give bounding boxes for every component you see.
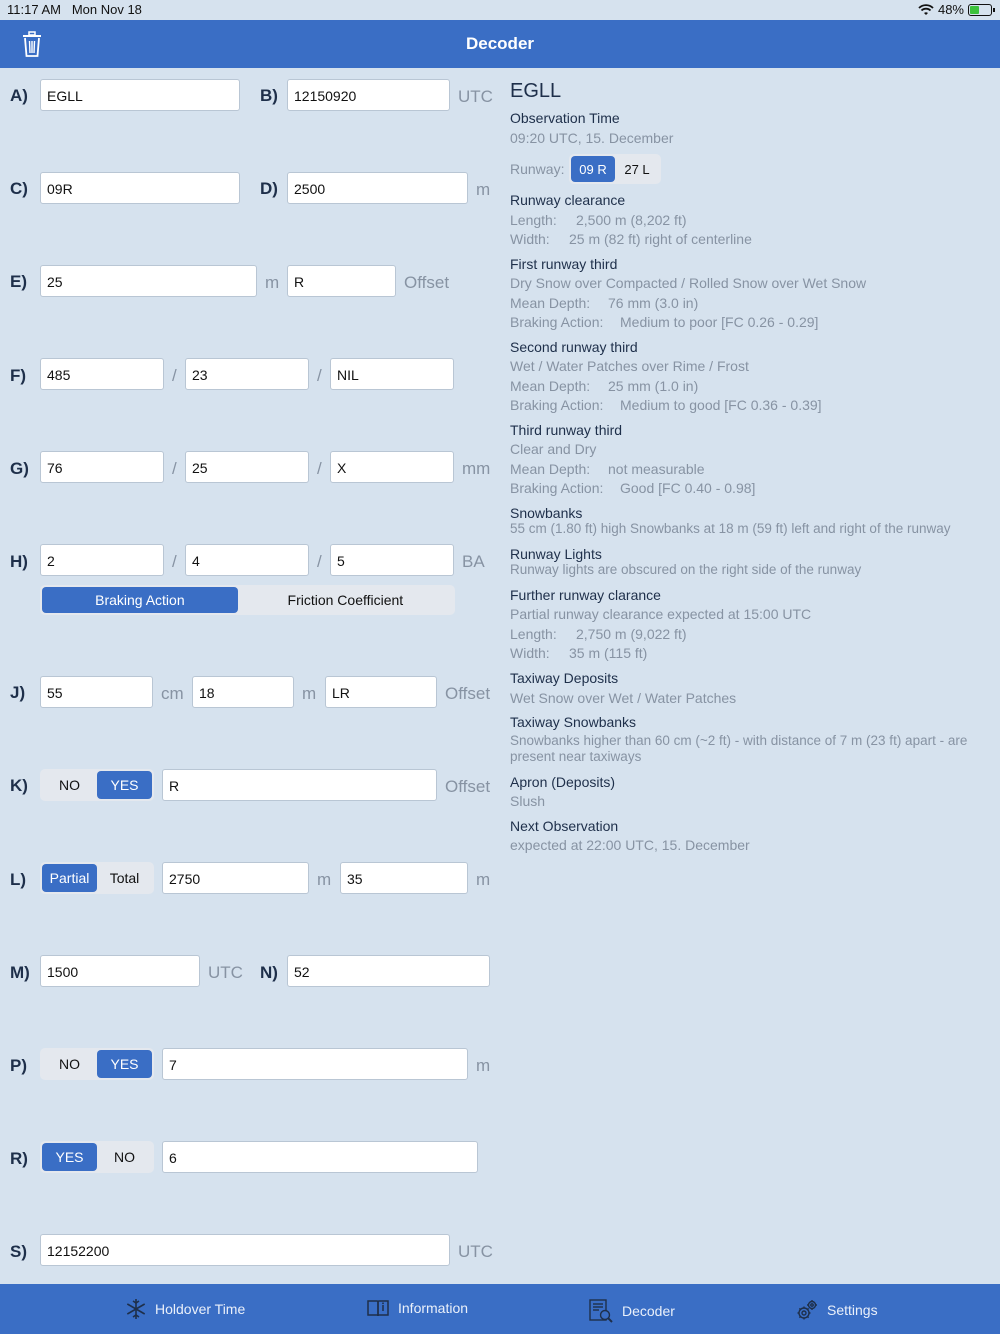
- field-f-1[interactable]: 485: [40, 358, 164, 390]
- segment-p: [40, 1048, 154, 1080]
- further-title: Further runway clarance: [510, 587, 661, 603]
- label-s: S): [10, 1242, 27, 1261]
- unit-m: UTC: [208, 963, 243, 982]
- field-e-side[interactable]: R: [287, 265, 396, 297]
- third2-ba-value: Medium to good [FC 0.36 - 0.39]: [620, 397, 822, 413]
- runway-label: Runway:: [510, 161, 565, 177]
- snowflake-icon: [125, 1298, 147, 1320]
- apron-desc: Slush: [510, 793, 546, 809]
- slash-h-2: /: [317, 552, 322, 571]
- taxiway-deposits-title: Taxiway Deposits: [510, 670, 619, 686]
- segment-friction-coefficient[interactable]: Friction Coefficient: [287, 592, 404, 608]
- third2-depth-key: Mean Depth:: [510, 378, 591, 394]
- slash-h-1: /: [172, 552, 177, 571]
- field-j-height[interactable]: 55: [40, 676, 153, 708]
- runway-option-27l[interactable]: 27 L: [624, 161, 650, 177]
- book-icon: [366, 1298, 390, 1318]
- third3-ba-key: Braking Action:: [510, 480, 604, 496]
- label-h: H): [10, 552, 28, 571]
- tab-settings-label: Settings: [827, 1302, 878, 1318]
- third1-depth-key: Mean Depth:: [510, 295, 591, 311]
- apron-title: Apron (Deposits): [510, 774, 616, 790]
- taxiway-deposits-desc: Wet Snow over Wet / Water Patches: [510, 690, 737, 706]
- label-g: G): [10, 459, 29, 478]
- field-j-distance[interactable]: 18: [192, 676, 294, 708]
- clearance-length-value: 2,500 m (8,202 ft): [576, 212, 687, 228]
- label-j: J): [10, 683, 26, 702]
- lights-desc: Runway lights are obscured on the right side of the runway: [510, 562, 862, 577]
- lights-title: Runway Lights: [510, 546, 602, 562]
- field-c-runway[interactable]: 09R: [40, 172, 240, 204]
- further-width-key: Width:: [510, 645, 550, 661]
- third3-desc: Clear and Dry: [510, 441, 597, 457]
- third3-ba-value: Good [FC 0.40 - 0.98]: [620, 480, 756, 496]
- third1-ba-key: Braking Action:: [510, 314, 604, 330]
- further-width-value: 35 m (115 ft): [569, 645, 648, 661]
- field-b-datetime[interactable]: 12150920: [287, 79, 450, 111]
- field-f-3[interactable]: NIL: [330, 358, 454, 390]
- field-g-2[interactable]: 25: [185, 451, 309, 483]
- label-p: P): [10, 1056, 27, 1075]
- nav-bar: [0, 20, 1000, 68]
- snowbanks-desc: 55 cm (1.80 ft) high Snowbanks at 18 m (59 ft) left and right of the runway: [510, 521, 951, 536]
- label-n: N): [260, 963, 278, 982]
- field-n-taxiway[interactable]: 52: [287, 955, 490, 987]
- unit-g: mm: [462, 459, 491, 478]
- field-j-side[interactable]: LR: [325, 676, 437, 708]
- document-search-icon: [588, 1298, 614, 1324]
- obs-value: 09:20 UTC, 15. December: [510, 130, 674, 146]
- field-l-width[interactable]: 35: [340, 862, 468, 894]
- unit-l-1: m: [317, 870, 332, 889]
- unit-s: UTC: [458, 1242, 493, 1261]
- third1-depth-value: 76 mm (3.0 in): [608, 295, 699, 311]
- next-observation-title: Next Observation: [510, 818, 619, 834]
- label-c: C): [10, 179, 28, 198]
- battery-icon: [968, 4, 992, 16]
- third1-desc: Dry Snow over Compacted / Rolled Snow over Wet Snow: [510, 275, 867, 291]
- label-f: F): [10, 366, 27, 385]
- snowbanks-title: Snowbanks: [510, 505, 583, 521]
- segment-braking-action[interactable]: Braking Action: [42, 587, 238, 613]
- unit-l-2: m: [476, 870, 491, 889]
- field-h-3[interactable]: 5: [330, 544, 454, 576]
- label-r: R): [10, 1149, 28, 1168]
- third3-title: Third runway third: [510, 422, 623, 438]
- tab-decoder[interactable]: [588, 1298, 675, 1324]
- field-e-width[interactable]: 25: [40, 265, 257, 297]
- segment-r: [40, 1141, 154, 1173]
- taxiway-snowbanks-title: Taxiway Snowbanks: [510, 714, 637, 730]
- clearance-width-value: 25 m (82 ft) right of centerline: [569, 231, 752, 247]
- field-l-length[interactable]: 2750: [162, 862, 309, 894]
- third1-title: First runway third: [510, 256, 618, 272]
- field-d-length[interactable]: 2500: [287, 172, 468, 204]
- segment-r-yes[interactable]: YES: [42, 1143, 97, 1171]
- third3-depth-key: Mean Depth:: [510, 461, 591, 477]
- field-p-value[interactable]: 7: [162, 1048, 468, 1080]
- segment-p-no[interactable]: NO: [59, 1056, 80, 1072]
- unit-p: m: [476, 1056, 491, 1075]
- label-a: A): [10, 86, 28, 105]
- clearance-length-key: Length:: [510, 212, 557, 228]
- label-m: M): [10, 963, 30, 982]
- clearance-width-key: Width:: [510, 231, 550, 247]
- unit-e: m: [265, 273, 280, 292]
- field-m-time[interactable]: 1500: [40, 955, 200, 987]
- tab-decoder-label: Decoder: [622, 1303, 675, 1319]
- slash-f-1: /: [172, 366, 177, 385]
- gears-icon: [795, 1298, 819, 1322]
- unit-j-2: m: [302, 684, 317, 703]
- segment-l-partial[interactable]: Partial: [42, 864, 97, 892]
- segment-p-yes[interactable]: YES: [97, 1050, 152, 1078]
- third1-ba-value: Medium to poor [FC 0.26 - 0.29]: [620, 314, 819, 330]
- status-bar: [0, 0, 1000, 20]
- runway-selector: [569, 154, 661, 184]
- segment-k-no[interactable]: NO: [59, 777, 80, 793]
- taxiway-snowbanks-desc-1: Snowbanks higher than 60 cm (~2 ft) - with distance of 7 m (23 ft) apart - are: [510, 733, 968, 748]
- tab-holdover-time-label: Holdover Time: [155, 1301, 246, 1317]
- tab-holdover-time[interactable]: [125, 1298, 245, 1320]
- next-observation-desc: expected at 22:00 UTC, 15. December: [510, 837, 750, 853]
- field-g-3[interactable]: X: [330, 451, 454, 483]
- taxiway-snowbanks-desc-2: present near taxiways: [510, 749, 642, 764]
- segment-l: [40, 862, 154, 894]
- further-desc: Partial runway clearance expected at 15:00 UTC: [510, 606, 812, 622]
- further-length-value: 2,750 m (9,022 ft): [576, 626, 687, 642]
- field-k-value[interactable]: R: [162, 769, 437, 801]
- field-r-value[interactable]: 6: [162, 1141, 478, 1173]
- slash-g-2: /: [317, 459, 322, 478]
- clearance-title: Runway clearance: [510, 192, 626, 208]
- field-f-2[interactable]: 23: [185, 358, 309, 390]
- field-a-airport[interactable]: EGLL: [40, 79, 240, 111]
- unit-j-1: cm: [161, 684, 184, 703]
- page-title: Decoder: [465, 34, 535, 53]
- label-e: E): [10, 272, 27, 291]
- slash-f-2: /: [317, 366, 322, 385]
- label-d: D): [260, 179, 278, 198]
- battery-percent: 48%: [937, 2, 964, 17]
- label-b: B): [260, 86, 278, 105]
- field-h-1[interactable]: 2: [40, 544, 164, 576]
- unit-h: BA: [462, 552, 485, 571]
- segment-l-total[interactable]: Total: [109, 870, 140, 886]
- tab-bar: [0, 1284, 1000, 1334]
- further-length-key: Length:: [510, 626, 557, 642]
- obs-title: Observation Time: [510, 110, 620, 126]
- tab-information-label: Information: [398, 1300, 469, 1316]
- segment-k: [40, 769, 154, 801]
- unit-b: UTC: [458, 87, 493, 106]
- suffix-e: Offset: [404, 273, 450, 292]
- third3-depth-value: not measurable: [608, 461, 705, 477]
- status-time: 11:17 AM Mon Nov 18: [7, 2, 142, 17]
- field-g-1[interactable]: 76: [40, 451, 164, 483]
- field-s-next-observation[interactable]: 12152200: [40, 1234, 450, 1266]
- suffix-k: Offset: [445, 777, 491, 796]
- decoded-airport: EGLL: [510, 80, 562, 102]
- wifi-icon: [918, 4, 934, 16]
- third2-desc: Wet / Water Patches over Rime / Frost: [510, 358, 749, 374]
- tab-settings[interactable]: [795, 1298, 878, 1322]
- suffix-j: Offset: [445, 684, 491, 703]
- runway-option-09r[interactable]: 09 R: [571, 156, 615, 182]
- tab-information[interactable]: [366, 1298, 468, 1318]
- label-k: K): [10, 776, 28, 795]
- slash-g-1: /: [172, 459, 177, 478]
- label-l: L): [10, 870, 27, 889]
- third2-depth-value: 25 mm (1.0 in): [608, 378, 699, 394]
- unit-d: m: [476, 180, 491, 199]
- status-right: [918, 2, 992, 17]
- segment-h-mode: [40, 585, 455, 615]
- field-h-2[interactable]: 4: [185, 544, 309, 576]
- third2-ba-key: Braking Action:: [510, 397, 604, 413]
- third2-title: Second runway third: [510, 339, 638, 355]
- segment-k-yes[interactable]: YES: [97, 771, 152, 799]
- segment-r-no[interactable]: NO: [114, 1149, 135, 1165]
